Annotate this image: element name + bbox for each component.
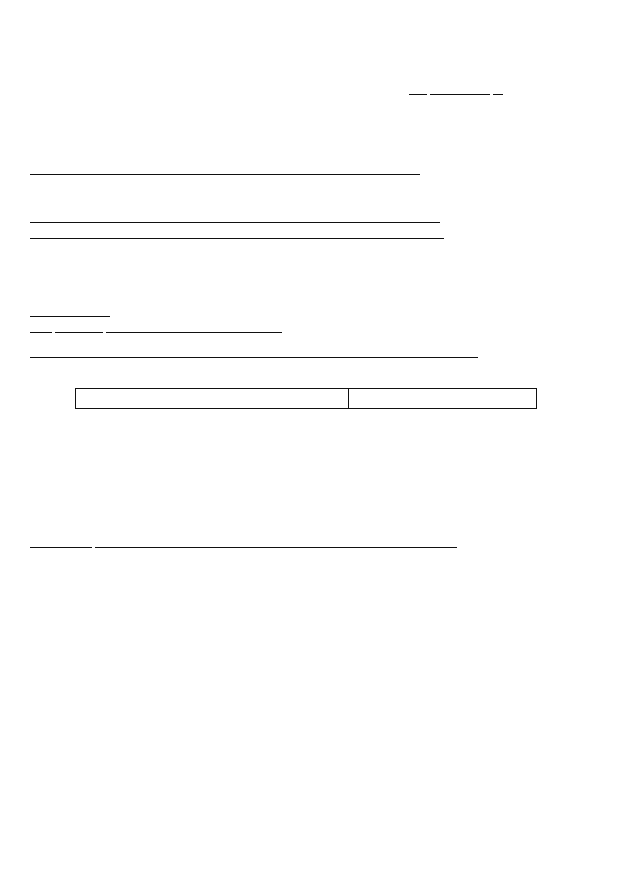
account-number-blank[interactable]: [30, 306, 110, 317]
table-header-row: [76, 389, 537, 409]
amount-digits-blank[interactable]: [106, 322, 282, 333]
s1-p1-line-2: [30, 306, 588, 321]
header-period: [76, 389, 349, 409]
date-field[interactable]: [409, 84, 503, 98]
citizen-name-blank[interactable]: [30, 164, 420, 175]
amount-words-blank[interactable]: [30, 347, 478, 358]
header-sum: [349, 389, 537, 409]
year-blank[interactable]: [493, 84, 503, 95]
payment-digits-blank[interactable]: [30, 537, 92, 548]
other-party-blank[interactable]: [30, 228, 444, 239]
s1-p2-amount-line: [30, 537, 588, 552]
debt-day-blank[interactable]: [30, 322, 52, 333]
month-blank[interactable]: [430, 84, 490, 95]
s1-words-line: [30, 347, 588, 362]
s1-p1-line-3: [30, 322, 588, 337]
preamble-line-7: [30, 228, 588, 243]
payment-words-blank[interactable]: [95, 537, 457, 548]
debt-year-blank[interactable]: [79, 322, 103, 333]
debt-month-blank[interactable]: [55, 322, 79, 333]
preamble-line-6: [30, 212, 588, 227]
periods-table: [75, 388, 537, 409]
housing-document-blank[interactable]: [30, 212, 440, 223]
preamble-line-3: [30, 164, 588, 179]
day-blank[interactable]: [409, 84, 427, 95]
